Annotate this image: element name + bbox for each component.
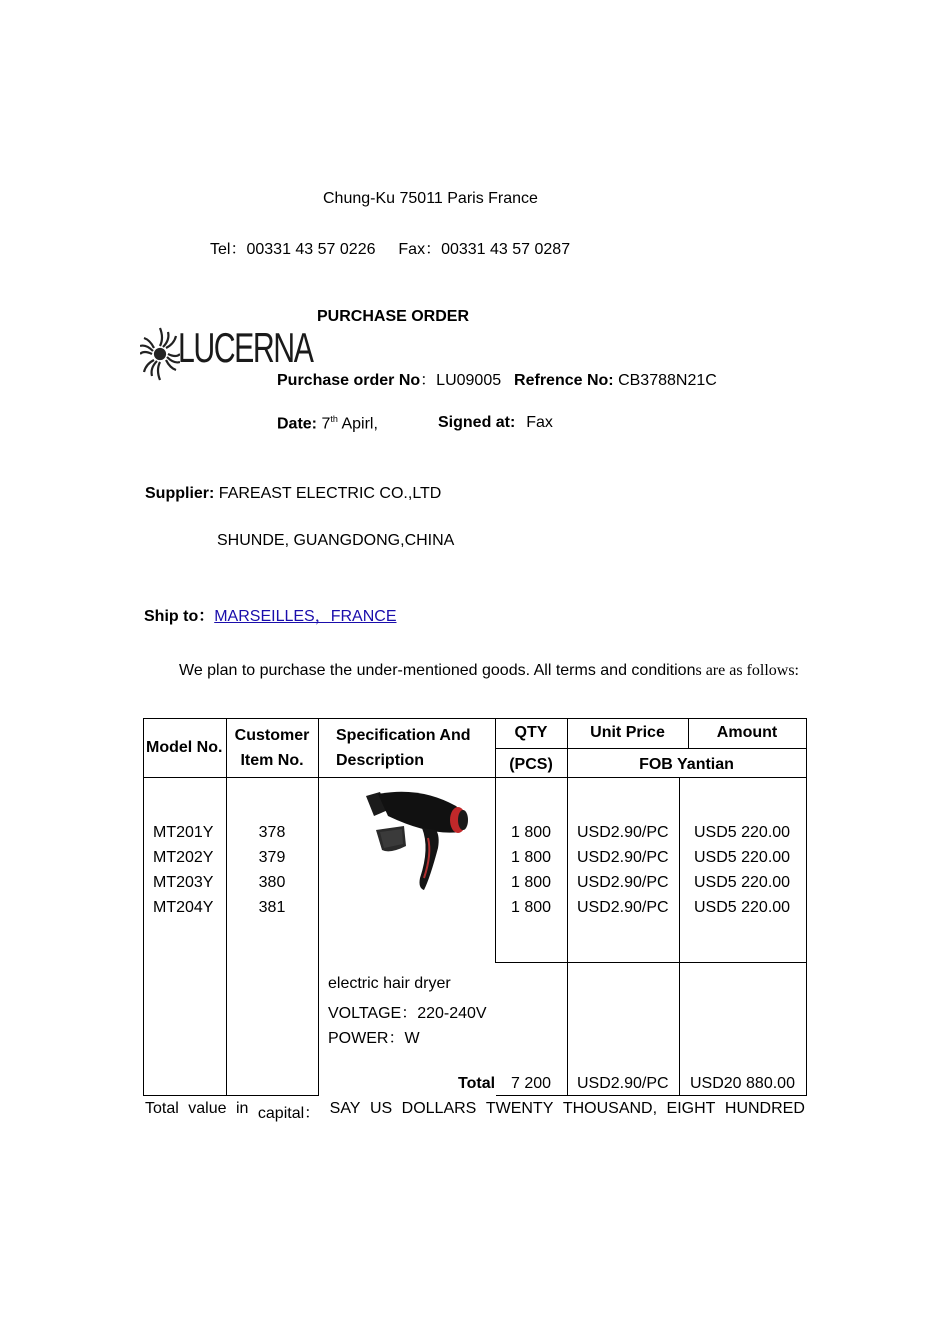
supplier-address: SHUNDE, GUANGDONG,CHINA <box>217 532 455 549</box>
date-rest: Apirl, <box>341 415 378 433</box>
hair-dryer-image <box>360 788 476 896</box>
total-amount: USD20 880.00 <box>690 1075 795 1092</box>
header-qty: QTY <box>514 724 548 741</box>
capital-word: DOLLARS <box>401 1100 477 1117</box>
description-line: POWER：W <box>328 1030 420 1047</box>
date-line <box>277 414 378 433</box>
capital-word: THOUSAND, <box>562 1100 658 1117</box>
header-spec: Specification And <box>336 727 471 744</box>
price-cell: USD2.90/PC <box>577 849 669 866</box>
supplier-name: FAREAST ELECTRIC CO.,LTD <box>218 485 442 502</box>
total-qty: 7 200 <box>510 1075 552 1092</box>
item-cell: 378 <box>258 824 286 841</box>
model-cell: MT203Y <box>153 874 214 891</box>
supplier-line <box>145 485 441 503</box>
model-cell: MT204Y <box>153 899 214 916</box>
date-label: Date: <box>277 415 318 433</box>
amount-cell: USD5 220.00 <box>694 849 791 866</box>
order-number-line <box>277 367 717 390</box>
price-cell: USD2.90/PC <box>577 899 669 916</box>
header-item-no: Item No. <box>240 752 304 769</box>
header-fob: FOB Yantian <box>639 756 734 773</box>
qty-cell: 1 800 <box>510 849 552 866</box>
fax-label: Fax： <box>398 241 442 258</box>
fax-number: 00331 43 57 0287 <box>441 241 571 258</box>
document-title: PURCHASE ORDER <box>317 308 470 325</box>
ref-number: CB3788N21C <box>618 372 717 389</box>
supplier-label: Supplier: <box>145 485 215 502</box>
signed-label: Signed at: <box>438 414 516 431</box>
header-model-no: Model No. <box>146 739 223 756</box>
qty-cell: 1 800 <box>510 824 552 841</box>
item-cell: 380 <box>258 874 286 891</box>
capital-word: EIGHT <box>666 1100 716 1117</box>
header-unit-price: Unit Price <box>590 724 665 741</box>
signed-line <box>438 414 553 432</box>
item-cell: 381 <box>258 899 286 916</box>
total-label: Total <box>458 1075 496 1092</box>
description-line: VOLTAGE：220-240V <box>328 1005 487 1022</box>
intro-text-main: We plan to purchase the under-mentioned goods. All terms and condition <box>179 662 696 679</box>
amount-cell: USD5 220.00 <box>694 874 791 891</box>
capital-word: HUNDRED <box>724 1100 805 1117</box>
signed-value: Fax <box>526 414 553 431</box>
header-amount: Amount <box>716 724 778 741</box>
amount-cell: USD5 220.00 <box>694 824 791 841</box>
capital-word: value <box>188 1100 227 1117</box>
date-suffix: th <box>330 414 338 424</box>
tel-label: Tel： <box>210 241 247 258</box>
intro-text-tail: s are as follows: <box>695 662 799 679</box>
header-pcs: (PCS) <box>509 756 553 773</box>
ref-label: Refrence No: <box>514 372 614 389</box>
header-description: Description <box>336 752 425 769</box>
header-customer: Customer <box>234 727 310 744</box>
intro-text <box>179 662 799 680</box>
total-in-capital <box>145 1100 805 1123</box>
amount-cell: USD5 220.00 <box>694 899 791 916</box>
model-cell: MT201Y <box>153 824 214 841</box>
po-number: LU09005 <box>436 372 502 389</box>
lucerna-logo <box>140 318 313 390</box>
capital-word: TWENTY <box>485 1100 554 1117</box>
qty-cell: 1 800 <box>510 899 552 916</box>
description-line: electric hair dryer <box>328 975 451 992</box>
po-label: Purchase order No <box>277 372 421 389</box>
sun-icon <box>140 318 180 390</box>
model-cell: MT202Y <box>153 849 214 866</box>
capital-word: in <box>235 1100 249 1117</box>
po-separator: ： <box>420 372 437 389</box>
company-address: Chung-Ku 75011 Paris France <box>323 190 538 207</box>
total-price: USD2.90/PC <box>577 1075 669 1092</box>
ship-label: Ship to： <box>144 608 215 625</box>
date-day: 7 <box>321 415 331 433</box>
tel-number: 00331 43 57 0226 <box>246 241 376 258</box>
price-cell: USD2.90/PC <box>577 824 669 841</box>
item-cell: 379 <box>258 849 286 866</box>
price-cell: USD2.90/PC <box>577 874 669 891</box>
capital-word: SAY <box>329 1100 361 1117</box>
capital-word: Total <box>145 1100 179 1117</box>
logo-wordmark: LUCERNA <box>178 324 313 371</box>
qty-cell: 1 800 <box>510 874 552 891</box>
ship-to-line <box>144 603 397 626</box>
contact-line <box>210 236 570 259</box>
capital-word: capital： <box>257 1105 321 1122</box>
ship-destination-link[interactable]: MARSEILLES，FRANCE <box>214 608 397 625</box>
capital-word: US <box>369 1100 393 1117</box>
